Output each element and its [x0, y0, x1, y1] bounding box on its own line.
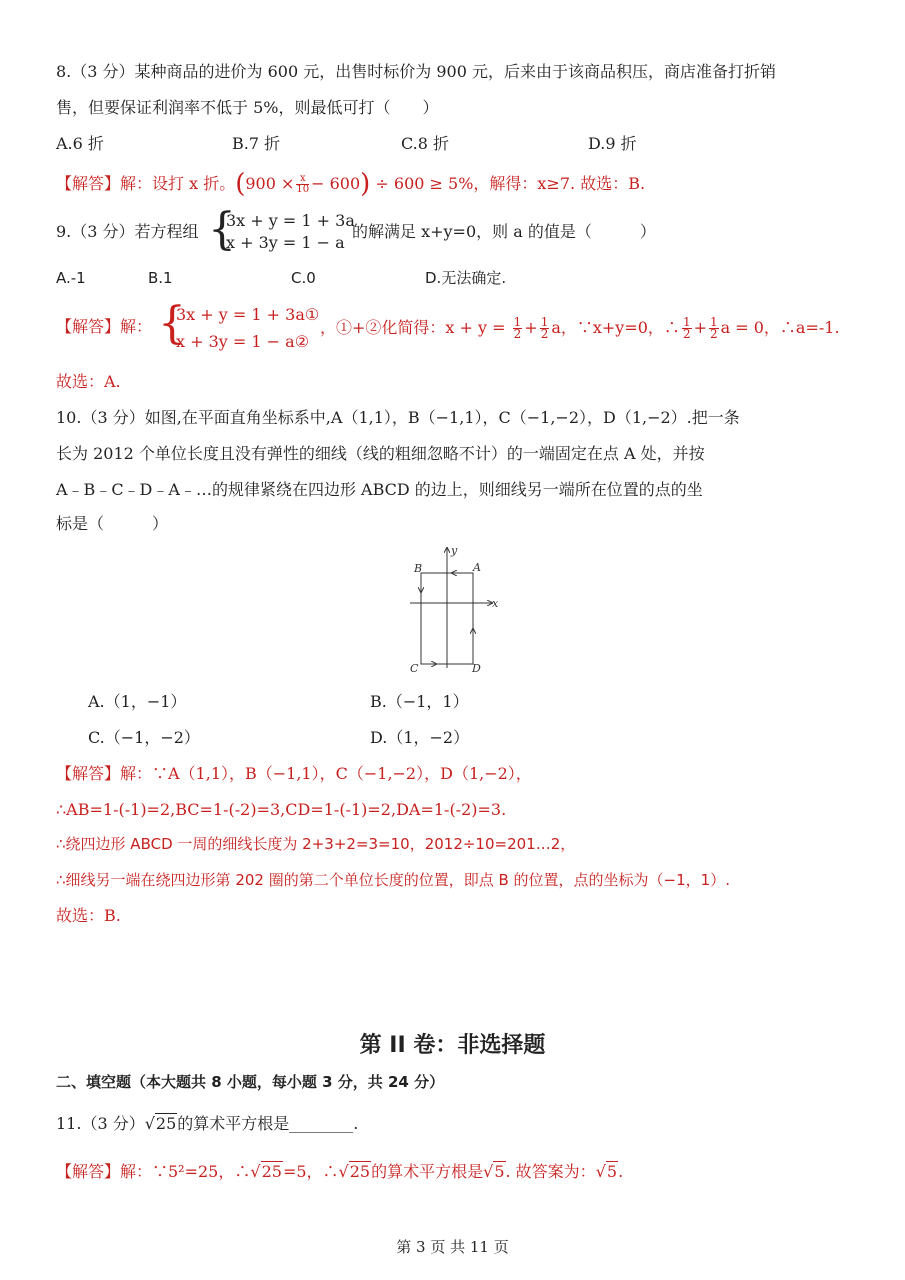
label-x: x [492, 597, 499, 610]
q9-eq1: 3x + y = 1 + 3a [226, 211, 355, 230]
q11-answer-end: . [618, 1162, 624, 1181]
q8-answer: 【解答】解：设打 x 折。(900 × $\frac{x}{10}$ − 600) ÷ 600 ≥ 5%，解得：x≥7. 故选：B. [56, 169, 646, 199]
q10-option-c: C.（−1，−2） [88, 728, 200, 747]
q8-option-d: D.9 折 [588, 134, 637, 153]
q8-answer-prefix: 【解答】解：设打 x 折。 [56, 174, 236, 193]
q9-answer-end: a = 0，∴a=-1. [720, 318, 840, 337]
q9-stem-suffix: 的解满足 x+y=0，则 a 的值是（ ） [352, 222, 656, 241]
label-y: y [451, 544, 458, 557]
q9-answer-brace: { [158, 298, 186, 349]
q11-stem [56, 1114, 358, 1134]
section-title: 第 II 卷：非选择题 [359, 1033, 546, 1058]
q10-stem-line4: 标是（ ） [56, 514, 169, 533]
q9-frac-4: $\frac{1}{2}$ [709, 315, 718, 341]
q10-option-b: B.（−1，1） [370, 692, 469, 711]
q9-stem-prefix: 9.（3 分）若方程组 [56, 222, 199, 241]
q10-answer-line2: ∴AB=1-(-1)=2,BC=1-(-2)=3,CD=1-(-1)=2,DA=1-(-2)=3. [56, 800, 507, 819]
q11-answer-mid: =5，∴ [282, 1162, 339, 1181]
q8-stem-line2: 售，但要保证利润率不低于 5%，则最低可打（ ） [56, 98, 439, 117]
q9-frac-2: $\frac{1}{2}$ [540, 315, 549, 341]
q9-answer-a: a，∵x+y=0，∴ [551, 318, 680, 337]
q8-answer-suffix: ，解得：x≥7. 故选：B. [473, 174, 646, 193]
q11-answer-prefix: 【解答】解：∵5²=25，∴ [56, 1162, 251, 1181]
q11-sqrt: √25 [144, 1114, 177, 1133]
q9-system-brace: { [208, 204, 236, 255]
label-a: A [473, 561, 481, 574]
q11-stem-prefix: 11.（3 分） [56, 1114, 145, 1133]
q11-answer-mid2: 的算术平方根是 [371, 1162, 484, 1181]
q10-option-a: A.（1，−1） [88, 692, 187, 711]
q11-answer: 【解答】解：∵5²=25，∴√25=5，∴√25的算术平方根是√5. 故答案为：√5. [56, 1162, 624, 1181]
page-footer: 第 3 页 共 11 页 [396, 1238, 509, 1256]
q9-answer-rest [320, 317, 840, 340]
q9-option-d: D.无法确定. [425, 269, 507, 287]
q8-fraction: $\frac{x}{10}$ [296, 173, 310, 195]
q9-answer-eq1: 3x + y = 1 + 3a① [176, 305, 320, 324]
q9-conclusion: 故选：A. [56, 372, 121, 391]
q8-expr-b: − 600 [311, 174, 361, 193]
q10-conclusion: 故选：B. [56, 906, 121, 925]
q8-option-a: A.6 折 [56, 134, 104, 153]
label-c: C [410, 662, 419, 675]
q8-expr-a: 900 × [245, 174, 295, 193]
q11-answer-mid3: . 故答案为： [505, 1162, 596, 1181]
q8-expr-c: ÷ 600 ≥ 5% [375, 174, 474, 193]
q9-plus-1: + [524, 318, 538, 337]
q9-option-a: A.-1 [56, 269, 86, 287]
q9-answer-mid1: ，①+②化简得：x + y = [320, 318, 506, 337]
q10-answer-line1: 【解答】解：∵A（1,1），B（−1,1），C（−1,−2），D（1,−2）， [56, 764, 532, 783]
q9-frac-1: $\frac{1}{2}$ [513, 315, 522, 341]
q8-stem-line1: 8.（3 分）某种商品的进价为 600 元，出售时标价为 900 元，后来由于该商品积压，商店准备打折销 [56, 62, 776, 81]
q10-stem-line2: 长为 2012 个单位长度且没有弹性的细线（线的粗细忽略不计）的一端固定在点 A 处，并按 [56, 444, 705, 463]
q10-answer-line3: ∴绕四边形 ABCD 一周的细线长度为 2+3+2=3=10，2012÷10=201…2， [56, 835, 576, 853]
q10-answer-line4: ∴细线另一端在绕四边形第 202 圈的第二个单位长度的位置，即点 B 的位置，点的坐标为（−1，1）. [56, 871, 730, 889]
q9-answer-eq2: x + 3y = 1 − a② [176, 332, 310, 351]
q9-eq2: x + 3y = 1 − a [226, 233, 345, 252]
q9-frac-3: $\frac{1}{2}$ [682, 315, 691, 341]
q9-option-c: C.0 [291, 269, 316, 287]
section-subtitle: 二、填空题（本大题共 8 小题，每小题 3 分，共 24 分） [56, 1073, 445, 1091]
q10-stem-line1: 10.（3 分）如图,在平面直角坐标系中,A（1,1），B（−1,1），C（−1,−2），D（1,−2）.把一条 [56, 408, 740, 427]
q10-coordinate-figure [400, 542, 510, 678]
q10-stem-line3: A﹣B﹣C﹣D﹣A﹣…的规律紧绕在四边形 ABCD 的边上，则细线另一端所在位置的点的坐 [56, 480, 703, 499]
q9-answer-prefix: 【解答】解： [56, 317, 153, 336]
q8-option-b: B.7 折 [232, 134, 281, 153]
q10-option-d: D.（1，−2） [370, 728, 470, 747]
q8-option-c: C.8 折 [401, 134, 450, 153]
label-d: D [472, 662, 481, 675]
label-b: B [414, 562, 423, 575]
q11-stem-suffix: 的算术平方根是________. [177, 1114, 359, 1133]
q9-option-b: B.1 [148, 269, 173, 287]
q9-plus-2: + [693, 318, 707, 337]
